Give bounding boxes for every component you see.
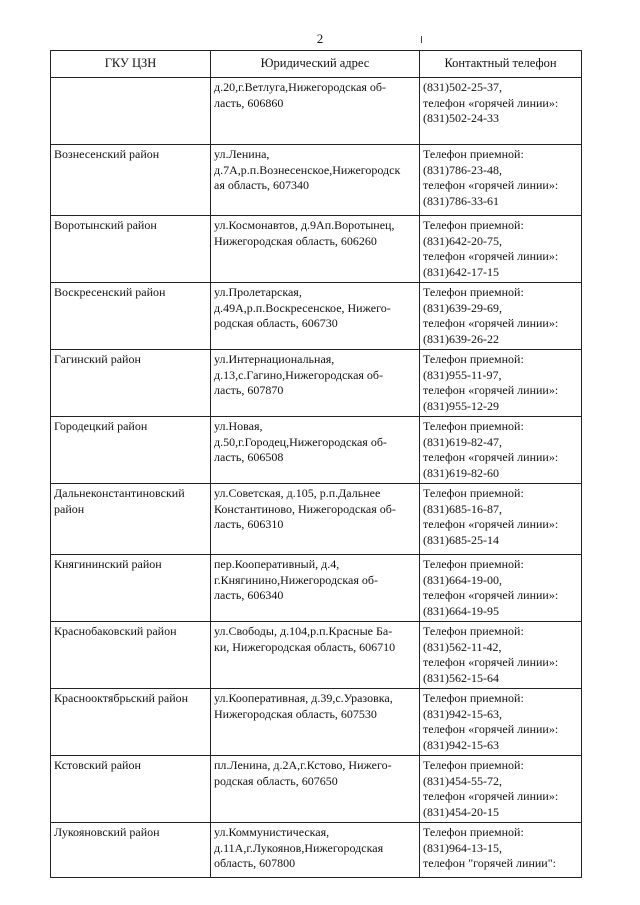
- address-cell: [211, 350, 420, 417]
- address-line: ул.Пролетарская,: [214, 285, 302, 299]
- phone-line: телефон «горячей линии»:: [423, 383, 559, 397]
- phone-line: Телефон приемной:: [423, 557, 524, 571]
- phone-line: (831)964-13-15,: [423, 840, 502, 855]
- phone-line: (831)502-25-37,: [423, 80, 502, 94]
- district-name: Краснооктябрьский район: [54, 691, 189, 705]
- phone-line: Телефон приемной:: [423, 691, 524, 705]
- address-line: ул.Кооперативная, д.39,с.Уразовка,: [214, 691, 393, 705]
- address-cell: [211, 78, 420, 145]
- phone-line: телефон "горячей линии":: [423, 856, 556, 870]
- district-name: Воротынский район: [54, 218, 157, 232]
- phone-cell: [420, 350, 582, 417]
- phone-line: (831)664-19-00,: [423, 572, 502, 587]
- phone-cell: [420, 823, 582, 878]
- phone-line: (831)502-24-33: [423, 111, 499, 125]
- district-cell: [51, 78, 211, 145]
- district-name: Воскресенский район: [54, 285, 166, 299]
- district-cell: [51, 622, 211, 689]
- district-cell: [51, 417, 211, 484]
- address-line: область, 607800: [214, 856, 296, 870]
- phone-line: (831)454-20-15: [423, 804, 499, 819]
- address-line: д.13,с.Гагино,Нижегородская об-: [214, 367, 384, 382]
- address-line: ул.Новая,: [214, 419, 263, 433]
- district-name: Лукояновский район: [54, 825, 160, 839]
- phone-line: (831)454-55-72,: [423, 773, 502, 788]
- phone-line: Телефон приемной:: [423, 285, 524, 299]
- address-line: ул.Интернациональная,: [214, 352, 335, 366]
- address-cell: [211, 823, 420, 878]
- address-line: Нижегородская область, 606260: [214, 233, 377, 248]
- phone-line: Телефон приемной:: [423, 218, 524, 232]
- phone-line: (831)786-23-48,: [423, 162, 502, 177]
- phone-line: Телефон приемной:: [423, 758, 524, 772]
- phone-line: (831)685-16-87,: [423, 501, 502, 516]
- phone-line: (831)562-15-64: [423, 670, 499, 685]
- district-cell: [51, 283, 211, 350]
- table-row: [51, 216, 582, 283]
- district-name-line: район: [54, 501, 85, 516]
- phone-cell: [420, 622, 582, 689]
- address-line: д.7А,р.п.Вознесенское,Нижегородск: [214, 162, 401, 177]
- phone-line: телефон «горячей линии»:: [423, 95, 559, 110]
- table-row: [51, 622, 582, 689]
- address-line: пер.Кооперативный, д.4,: [214, 557, 340, 571]
- address-cell: [211, 417, 420, 484]
- phone-line: телефон «горячей линии»:: [423, 789, 559, 803]
- phone-line: телефон «горячей линии»:: [423, 316, 559, 330]
- header-contact-phone: Контактный телефон: [420, 51, 582, 78]
- phone-line: (831)639-26-22: [423, 331, 499, 346]
- district-name: Городецкий район: [54, 419, 148, 433]
- phone-line: Телефон приемной:: [423, 352, 524, 366]
- district-name: Княгининский район: [54, 557, 162, 571]
- address-line: ласть, 606508: [214, 450, 284, 464]
- address-line: д.49А,р.п.Воскресенское, Нижего-: [214, 300, 391, 315]
- phone-line: Телефон приемной:: [423, 825, 524, 839]
- phone-line: (831)786-33-61: [423, 193, 499, 208]
- address-cell: [211, 756, 420, 823]
- address-line: д.11А,г.Лукоянов,Нижегородская: [214, 840, 384, 855]
- district-name-line: Дальнеконстантиновский: [54, 486, 185, 500]
- address-cell: [211, 283, 420, 350]
- table-row: [51, 350, 582, 417]
- address-cell: [211, 484, 420, 555]
- phone-line: Телефон приемной:: [423, 486, 524, 500]
- phone-line: (831)562-11-42,: [423, 639, 502, 654]
- address-line: ул.Свободы, д.104,р.п.Красные Ба-: [214, 624, 393, 638]
- phone-cell: [420, 484, 582, 555]
- phone-cell: [420, 283, 582, 350]
- address-line: ласть, 606340: [214, 588, 284, 602]
- phone-cell: [420, 417, 582, 484]
- table-row: [51, 417, 582, 484]
- address-line: ул.Коммунистическая,: [214, 825, 330, 839]
- phone-line: телефон «горячей линии»:: [423, 178, 559, 192]
- phone-line: (831)955-12-29: [423, 398, 499, 413]
- phone-line: телефон «горячей линии»:: [423, 655, 559, 669]
- address-line: д.20,г.Ветлуга,Нижегородская об-: [214, 80, 387, 94]
- phone-line: телефон «горячей линии»:: [423, 722, 559, 736]
- table-row: [51, 145, 582, 216]
- table-row: [51, 689, 582, 756]
- district-name: Гагинский район: [54, 352, 141, 366]
- district-cell: [51, 756, 211, 823]
- district-cell: [51, 484, 211, 555]
- district-name: Кстовский район: [54, 758, 141, 772]
- address-line: Константиново, Нижегородская об-: [214, 501, 396, 516]
- scan-mark: [421, 36, 422, 43]
- address-cell: [211, 622, 420, 689]
- phone-line: (831)942-15-63: [423, 737, 499, 752]
- address-line: ул.Советская, д.105, р.п.Дальнее: [214, 486, 381, 500]
- phone-line: (831)942-15-63,: [423, 706, 502, 721]
- table-body: [51, 78, 582, 878]
- phone-cell: [420, 555, 582, 622]
- address-cell: [211, 145, 420, 216]
- address-line: д.50,г.Городец,Нижегородская об-: [214, 434, 387, 449]
- district-cell: [51, 350, 211, 417]
- phone-line: Телефон приемной:: [423, 624, 524, 638]
- phone-line: (831)642-20-75,: [423, 233, 502, 248]
- district-cell: [51, 555, 211, 622]
- table-row: [51, 555, 582, 622]
- address-line: родская область, 607650: [214, 773, 338, 788]
- phone-line: (831)619-82-60: [423, 465, 499, 480]
- address-line: пл.Ленина, д.2А,г.Кстово, Нижего-: [214, 758, 392, 772]
- table-row: [51, 756, 582, 823]
- address-line: родская область, 606730: [214, 316, 338, 330]
- address-line: ул.Космонавтов, д.9Ап.Воротынец,: [214, 218, 395, 232]
- phone-line: телефон «горячей линии»:: [423, 517, 559, 531]
- phone-cell: [420, 78, 582, 145]
- phone-line: (831)685-25-14: [423, 532, 499, 547]
- page-number: 2: [316, 31, 324, 46]
- district-cell: [51, 823, 211, 878]
- header-organization: ГКУ ЦЗН: [51, 51, 211, 78]
- address-line: ки, Нижегородская область, 606710: [214, 639, 396, 654]
- address-line: ласть, 607870: [214, 383, 284, 397]
- phone-line: (831)639-29-69,: [423, 300, 502, 315]
- table-row: [51, 283, 582, 350]
- table-row: [51, 823, 582, 878]
- table-header-row: [51, 51, 582, 78]
- phone-line: (831)664-19-95: [423, 603, 499, 618]
- phone-line: (831)642-17-15: [423, 264, 499, 279]
- phone-cell: [420, 756, 582, 823]
- district-name: Краснобаковский район: [54, 624, 177, 638]
- address-line: г.Княгинино,Нижегородская об-: [214, 572, 378, 587]
- address-cell: [211, 216, 420, 283]
- header-legal-address: Юридический адрес: [211, 51, 420, 78]
- table-row: [51, 78, 582, 145]
- phone-line: телефон «горячей линии»:: [423, 450, 559, 464]
- phone-line: телефон «горячей линии»:: [423, 249, 559, 263]
- phone-line: (831)955-11-97,: [423, 367, 502, 382]
- address-line: ласть, 606310: [214, 517, 284, 531]
- table-row: [51, 484, 582, 555]
- phone-line: (831)619-82-47,: [423, 434, 502, 449]
- phone-line: Телефон приемной:: [423, 147, 524, 161]
- district-cell: [51, 145, 211, 216]
- district-cell: [51, 689, 211, 756]
- phone-cell: [420, 145, 582, 216]
- address-cell: [211, 555, 420, 622]
- address-cell: [211, 689, 420, 756]
- address-line: ласть, 606860: [214, 95, 284, 110]
- employment-centers-table: [50, 50, 582, 878]
- address-line: ул.Ленина,: [214, 147, 270, 161]
- phone-cell: [420, 689, 582, 756]
- phone-line: Телефон приемной:: [423, 419, 524, 433]
- address-line: ая область, 607340: [214, 178, 310, 192]
- phone-line: телефон «горячей линии»:: [423, 588, 559, 602]
- phone-cell: [420, 216, 582, 283]
- district-cell: [51, 216, 211, 283]
- district-name: Вознесенский район: [54, 147, 160, 161]
- address-line: Нижегородская область, 607530: [214, 706, 377, 721]
